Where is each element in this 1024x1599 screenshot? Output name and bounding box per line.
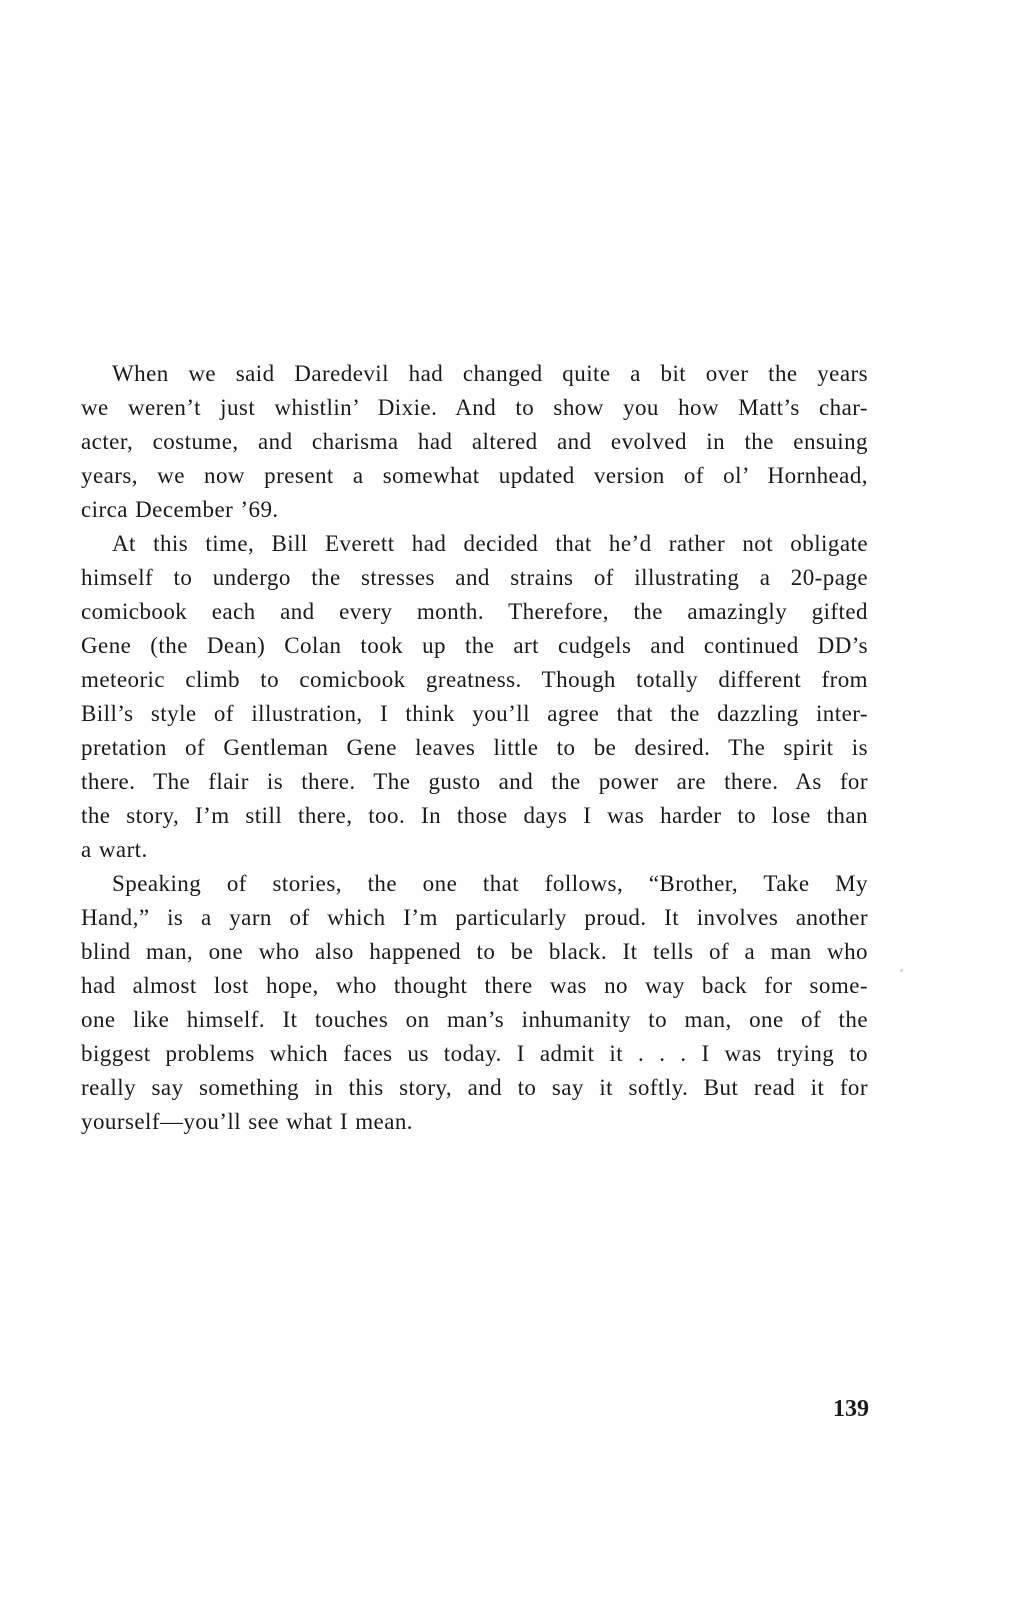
paper-speck (900, 969, 903, 972)
paragraph-3-line-1: Speaking of stories, the one that follows, “Brother, Take My (112, 871, 868, 896)
paragraph-2-line-5: meteoric climb to comicbook greatness. Though totally different from (81, 667, 868, 692)
paragraph-3-line-7: really say something in this story, and to say it softly. But read it for (81, 1075, 868, 1100)
paragraph-2-line-7: pretation of Gentleman Gene leaves little to be desired. The spirit is (81, 735, 868, 760)
paragraph-3-line-4: had almost lost hope, who thought there was no way back for some- (81, 973, 868, 998)
paragraph-3-line-6: biggest problems which faces us today. I admit it . . . I was trying to (81, 1041, 868, 1066)
paragraph-1-line-5: circa December ’69. (81, 497, 279, 522)
paragraph-2-line-1: At this time, Bill Everett had decided that he’d rather not obligate (112, 531, 868, 556)
paragraph-2-line-4: Gene (the Dean) Colan took up the art cudgels and continued DD’s (81, 633, 868, 658)
paragraph-2-line-6: Bill’s style of illustration, I think you’ll agree that the dazzling inter- (81, 701, 868, 726)
paragraph-2-line-3: comicbook each and every month. Therefore, the amazingly gifted (81, 599, 868, 624)
paragraph-1-line-4: years, we now present a somewhat updated version of ol’ Hornhead, (81, 463, 868, 488)
body-text (81, 357, 868, 1139)
page-number: 139 (833, 1396, 869, 1422)
paragraph-2-line-8: there. The flair is there. The gusto and the power are there. As for (81, 769, 868, 794)
paragraph-1-line-2: we weren’t just whistlin’ Dixie. And to show you how Matt’s char- (81, 395, 868, 420)
paragraph-3-line-3: blind man, one who also happened to be black. It tells of a man who (81, 939, 868, 964)
paragraph-2-line-2: himself to undergo the stresses and strains of illustrating a 20-page (81, 565, 868, 590)
paragraph-1-line-1: When we said Daredevil had changed quite a bit over the years (112, 361, 868, 386)
paragraph-3-line-2: Hand,” is a yarn of which I’m particularly proud. It involves another (81, 905, 868, 930)
paragraph-2-line-9: the story, I’m still there, too. In those days I was harder to lose than (81, 803, 868, 828)
paragraph-3-line-8: yourself—you’ll see what I mean. (81, 1109, 413, 1134)
paragraph-3-line-5: one like himself. It touches on man’s inhumanity to man, one of the (81, 1007, 868, 1032)
paragraph-1-line-3: acter, costume, and charisma had altered and evolved in the ensuing (81, 429, 868, 454)
paragraph-2-line-10: a wart. (81, 837, 148, 862)
